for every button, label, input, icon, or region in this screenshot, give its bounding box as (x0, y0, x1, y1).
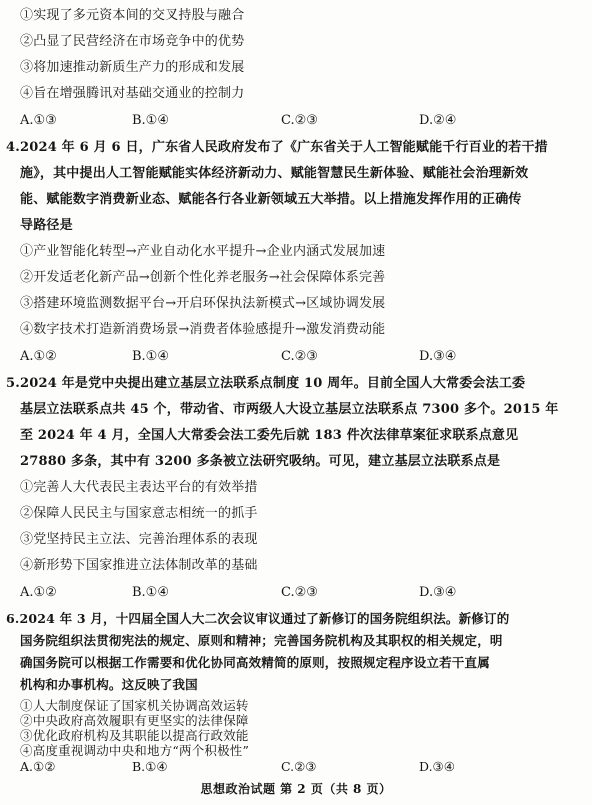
q4-item-3: ③搭建环境监测数据平台→开启环保执法新模式→区域协调发展 (20, 296, 386, 311)
q5-option-b[interactable]: B.①④ (132, 585, 169, 600)
q6-option-a[interactable]: A.①② (20, 759, 56, 774)
q3-item-1: ①实现了多元资本间的交叉持股与融合 (20, 8, 245, 23)
q5-item-4: ④新形势下国家推进立法体制改革的基础 (20, 558, 258, 573)
q3-option-a[interactable]: A.①③ (20, 113, 57, 128)
q4-options (20, 349, 520, 365)
q3-item-3: ③将加速推动新质生产力的形成和发展 (20, 60, 245, 75)
q6-stem-line-2: 国务院组织法贯彻宪法的规定、原则和精神；完善国务院机构及其职权的相关规定，明 (20, 633, 503, 648)
q6-item-3: ③优化政府机构及其职能以提高行政效能 (20, 728, 249, 743)
q3-option-c[interactable]: C.②③ (281, 113, 318, 128)
q4-option-d[interactable]: D.③④ (419, 349, 457, 364)
q6-stem-line-4: 机构和办事机构。这反映了我国 (20, 677, 198, 692)
q5-stem-line-4: 27880 多条，其中有 3200 多条被立法研究吸纳。可见，建立基层立法联系点是 (20, 454, 501, 469)
q3-option-d[interactable]: D.②④ (419, 113, 457, 128)
q6-item-4: ④高度重视调动中央和地方“两个积极性” (20, 743, 250, 758)
q3-item-4: ④旨在增强腾讯对基础交通业的控制力 (20, 86, 245, 101)
q4-item-4: ④数字技术打造新消费场景→消费者体验感提升→激发消费动能 (20, 322, 386, 337)
q5-option-d[interactable]: D.③④ (419, 585, 457, 600)
q4-stem-line-1: 4.2024 年 6 月 6 日，广东省人民政府发布了《广东省关于人工智能赋能千行百业的若干措 (6, 140, 548, 155)
q5-item-2: ②保障人民民主与国家意志相统一的抓手 (20, 506, 258, 521)
q4-stem-line-3: 能、赋能数字消费新业态、赋能各行各业新领域五大举措。以上措施发挥作用的正确传 (20, 192, 522, 207)
q4-item-2: ②开发适老化新产品→创新个性化养老服务→社会保障体系完善 (20, 270, 386, 285)
q4-stem-line-2: 施》，其中提出人工智能赋能实体经济新动力、赋能智慧民生新体验、赋能社会治理新效 (20, 166, 529, 181)
q6-item-1: ①人大制度保证了国家机关协调高效运转 (20, 698, 249, 713)
q6-option-c[interactable]: C.②③ (281, 759, 317, 774)
q6-options (20, 760, 520, 776)
q6-item-2: ②中央政府高效履职有更坚实的法律保障 (20, 713, 249, 728)
q5-option-a[interactable]: A.①② (20, 585, 57, 600)
q5-item-1: ①完善人大代表民主表达平台的有效举措 (20, 480, 258, 495)
page-footer: 思想政治试题 第 2 页（共 8 页） (200, 782, 392, 796)
q6-option-d[interactable]: D.③④ (419, 759, 455, 774)
q5-option-c[interactable]: C.②③ (281, 585, 318, 600)
q5-stem-line-1: 5.2024 年是党中央提出建立基层立法联系点制度 10 周年。目前全国人大常委会法工委 (6, 376, 526, 391)
q6-option-b[interactable]: B.①④ (132, 759, 168, 774)
q5-stem-line-3: 至 2024 年 4 月，全国人大常委会法工委先后就 183 件次法律草案征求联系点意见 (20, 428, 519, 443)
q5-options (20, 585, 520, 601)
q6-stem-line-1: 6.2024 年 3 月，十四届全国人大二次会议审议通过了新修订的国务院组织法。新修订的 (6, 611, 510, 626)
q5-item-3: ③党坚持民主立法、完善治理体系的表现 (20, 532, 258, 547)
q3-option-b[interactable]: B.①④ (132, 113, 169, 128)
q3-item-2: ②凸显了民营经济在市场竞争中的优势 (20, 34, 245, 49)
q4-option-b[interactable]: B.①④ (132, 349, 169, 364)
q6-stem-line-3: 确国务院可以根据工作需要和优化协同高效精简的原则，按照规定程序设立若干直属 (20, 655, 490, 670)
q4-option-c[interactable]: C.②③ (281, 349, 318, 364)
q4-item-1: ①产业智能化转型→产业自动化水平提升→企业内涵式发展加速 (20, 244, 386, 259)
q4-option-a[interactable]: A.①② (20, 349, 57, 364)
q4-stem-line-4: 导路径是 (20, 218, 73, 233)
q5-stem-line-2: 基层立法联系点共 45 个，带动省、市两级人大设立基层立法联系点 7300 多个。2015 年 (20, 402, 559, 417)
q3-options (20, 113, 520, 129)
